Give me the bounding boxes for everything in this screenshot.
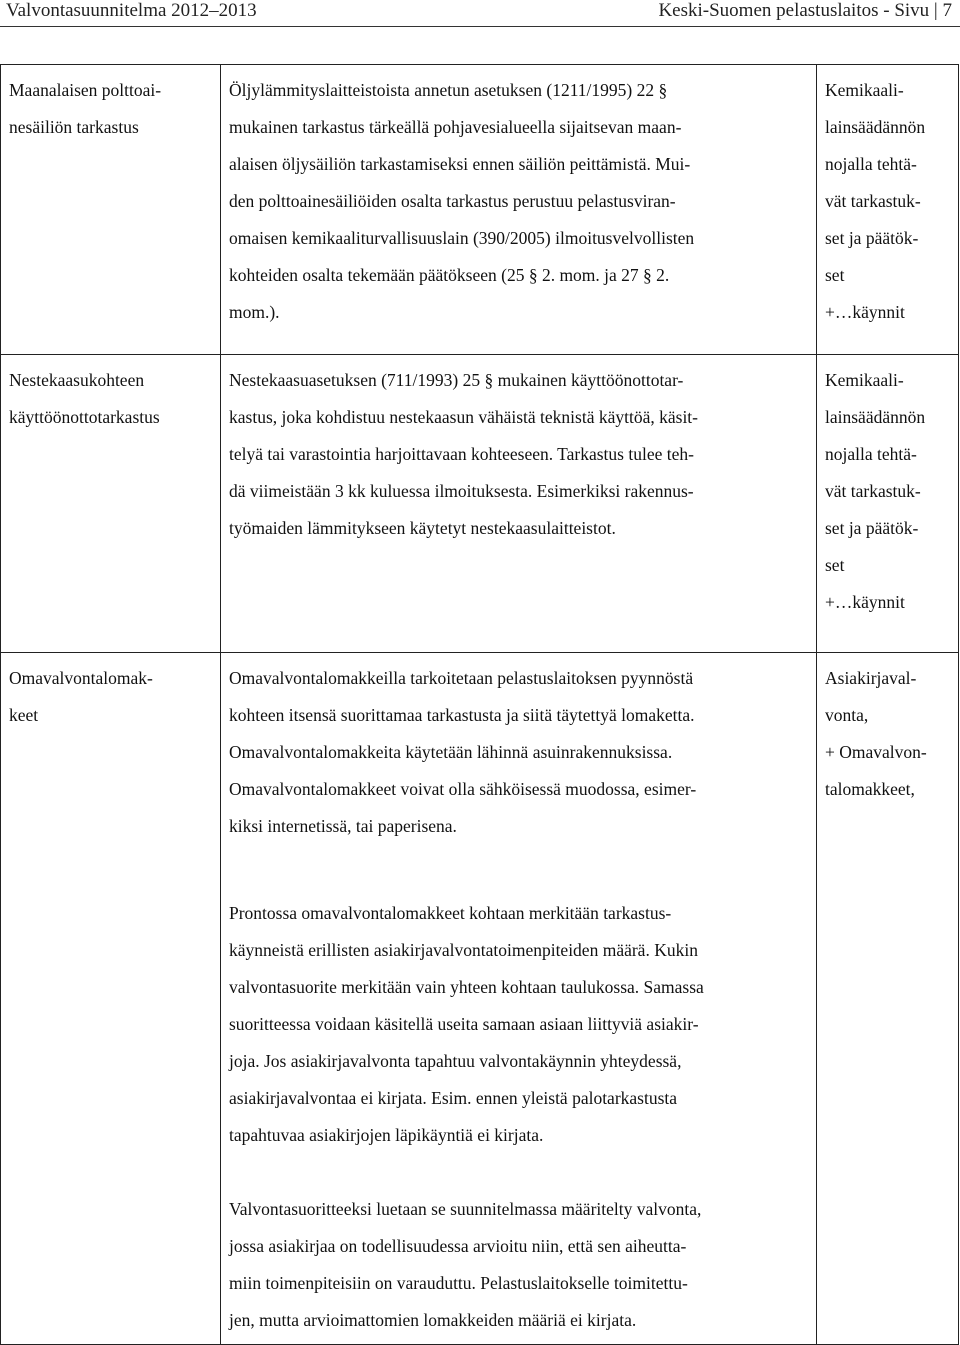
description-line: suoritteessa voidaan käsitellä useita samaan asiaan liittyviä asiakir- [229, 1014, 699, 1034]
description-line: miin toimenpiteisiin on varauduttu. Pelastuslaitokselle toimitettu- [229, 1273, 688, 1293]
description-line: työmaiden lämmitykseen käytetyt nestekaasulaitteistot. [229, 518, 616, 538]
inspection-type-line: keet [9, 705, 39, 725]
header-divider [0, 26, 960, 27]
document-title: Valvontasuunnitelma 2012–2013 [6, 0, 257, 21]
description-line: kiksi internetissä, tai paperisena. [229, 816, 457, 836]
inspection-type-line: Maanalaisen polttoai- [9, 80, 162, 100]
description-cell [221, 355, 817, 653]
description-line: telyä tai varastointia harjoittavaan kohteeseen. Tarkastus tulee teh- [229, 444, 694, 464]
counted-as-cell [817, 65, 959, 355]
table-row [1, 65, 959, 355]
counted-as-cell [817, 355, 959, 653]
counted-as-line: +…käynnit [825, 592, 905, 612]
description-line: kastus, joka kohdistuu nestekaasun vähäistä teknistä käyttöä, käsit- [229, 407, 698, 427]
table-row [1, 355, 959, 653]
description-line: jossa asiakirjaa on todellisuudessa arvioitu niin, että sen aiheutta- [229, 1236, 687, 1256]
inspection-type-line: Omavalvontalomak- [9, 668, 153, 688]
counted-as-line: set ja päätök- [825, 518, 919, 538]
description-line: jen, mutta arvioimattomien lomakkeiden määriä ei kirjata. [229, 1310, 637, 1330]
description-line: Nestekaasuasetuksen (711/1993) 25 § mukainen käyttöönottotar- [229, 370, 684, 390]
description-line: Öljylämmityslaitteistoista annetun asetuksen (1211/1995) 22 § [229, 80, 668, 100]
description-line: valvontasuorite merkitään vain yhteen kohtaan taulukossa. Samassa [229, 977, 704, 997]
description-line: joja. Jos asiakirjavalvonta tapahtuu valvontakäynnin yhteydessä, [229, 1051, 682, 1071]
counted-as-line: Asiakirjaval- [825, 668, 917, 688]
description-line: tapahtuvaa asiakirjojen läpikäyntiä ei kirjata. [229, 1125, 544, 1145]
counted-as-line: Kemikaali- [825, 370, 904, 390]
counted-as-line: set [825, 555, 845, 575]
description-line: omaisen kemikaaliturvallisuuslain (390/2005) ilmoitusvelvollisten [229, 228, 695, 248]
inspection-type-cell [1, 65, 221, 355]
counted-as-line: lainsäädännön [825, 407, 926, 427]
description-cell [221, 65, 817, 355]
counted-as-line: vonta, [825, 705, 869, 725]
counted-as-line: nojalla tehtä- [825, 154, 917, 174]
description-line: Prontossa omavalvontalomakkeet kohtaan merkitään tarkastus- [229, 903, 672, 923]
counted-as-line: lainsäädännön [825, 117, 926, 137]
description-line: Omavalvontalomakkeet voivat olla sähköisessä muodossa, esimer- [229, 779, 697, 799]
description-line: käynneistä erillisten asiakirjavalvontatoimenpiteiden määrä. Kukin [229, 940, 698, 960]
counted-as-line: Kemikaali- [825, 80, 904, 100]
description-line: Omavalvontalomakkeilla tarkoitetaan pelastuslaitoksen pyynnöstä [229, 668, 694, 688]
counted-as-line: set ja päätök- [825, 228, 919, 248]
counted-as-line: + Omavalvon- [825, 742, 927, 762]
counted-as-line: +…käynnit [825, 302, 905, 322]
counted-as-line: vät tarkastuk- [825, 191, 921, 211]
description-line: den polttoainesäiliöiden osalta tarkastus perustuu pelastusviran- [229, 191, 676, 211]
inspection-type-line: käyttöönottotarkastus [9, 407, 160, 427]
inspection-type-cell [1, 355, 221, 653]
description-line: kohteiden osalta tekemään päätökseen (25 § 2. mom. ja 27 § 2. [229, 265, 670, 285]
inspection-type-line: Nestekaasukohteen [9, 370, 145, 390]
inspection-table [0, 64, 959, 1345]
counted-as-line: set [825, 265, 845, 285]
counted-as-line: nojalla tehtä- [825, 444, 917, 464]
table-row [1, 653, 959, 1345]
description-line: asiakirjavalvontaa ei kirjata. Esim. ennen yleistä palotarkastusta [229, 1088, 678, 1108]
organization-page-number: Keski-Suomen pelastuslaitos - Sivu | 7 [658, 0, 952, 21]
page-header [0, 0, 960, 26]
counted-as-line: talomakkeet, [825, 779, 915, 799]
description-line: mukainen tarkastus tärkeällä pohjavesialueella sijaitsevan maan- [229, 117, 682, 137]
counted-as-line: vät tarkastuk- [825, 481, 921, 501]
description-line: Omavalvontalomakkeita käytetään lähinnä asuinrakennuksissa. [229, 742, 673, 762]
inspection-type-cell [1, 653, 221, 1345]
description-cell [221, 653, 817, 1345]
inspection-type-line: nesäiliön tarkastus [9, 117, 139, 137]
description-line: alaisen öljysäiliön tarkastamiseksi ennen säiliön peittämistä. Mui- [229, 154, 691, 174]
description-line: dä viimeistään 3 kk kuluessa ilmoituksesta. Esimerkiksi rakennus- [229, 481, 694, 501]
description-line: Valvontasuoritteeksi luetaan se suunnitelmassa määritelty valvonta, [229, 1199, 702, 1219]
counted-as-cell [817, 653, 959, 1345]
description-line: kohteen itsensä suorittamaa tarkastusta ja siitä täytettyä lomaketta. [229, 705, 695, 725]
description-line: mom.). [229, 302, 280, 322]
